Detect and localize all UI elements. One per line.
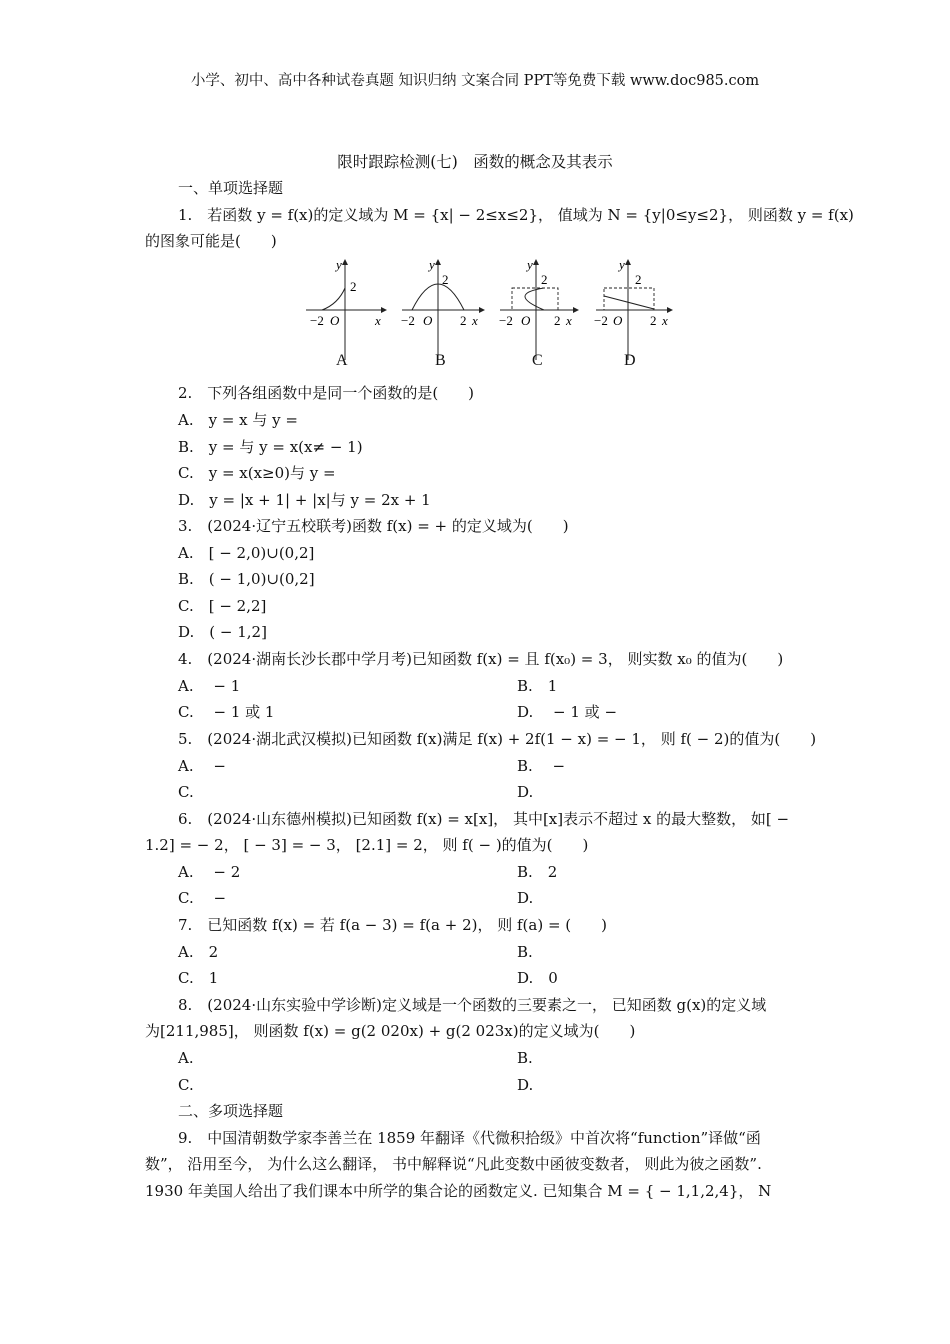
section-heading-single-choice: 一、单项选择题 xyxy=(178,179,284,197)
question-4-option-d: D. − 1 或 − xyxy=(517,703,618,721)
question-3-option-a: A. [ − 2,0)∪(0,2] xyxy=(178,544,315,562)
graph-c xyxy=(499,257,578,360)
svg-text:−2: −2 xyxy=(594,313,608,328)
svg-text:x: x xyxy=(375,313,381,328)
question-1-line-2: 的图象可能是( ) xyxy=(145,232,277,250)
question-5-option-c: C. xyxy=(178,783,194,801)
question-8-option-d: D. xyxy=(517,1076,534,1094)
question-1-line-1: 1. 若函数 y = f(x)的定义域为 M = {x| − 2≤x≤2}， 值域为 N = {y|0≤y≤2}， 则函数 y = f(x) xyxy=(178,206,854,224)
svg-text:O: O xyxy=(521,313,531,328)
question-4-stem: 4. (2024·湖南长沙长郡中学月考)已知函数 f(x) = 且 f(x₀) = 3， 则实数 x₀ 的值为( ) xyxy=(178,650,784,668)
question-4-option-b: B. 1 xyxy=(517,677,558,695)
page-header: 小学、初中、高中各种试卷真题 知识归纳 文案合同 PPT等免费下载 www.doc985.com xyxy=(190,73,760,89)
svg-text:x: x xyxy=(566,313,572,328)
question-6-option-c: C. − xyxy=(178,889,227,907)
question-8-option-c: C. xyxy=(178,1076,194,1094)
graph-label-b: B xyxy=(435,352,446,369)
graph-d xyxy=(594,257,672,360)
question-2-stem: 2. 下列各组函数中是同一个函数的是( ) xyxy=(178,384,475,402)
question-6-option-d: D. xyxy=(517,889,534,907)
svg-text:2: 2 xyxy=(442,272,449,287)
question-3-option-d: D. ( − 1,2] xyxy=(178,623,267,641)
svg-text:O: O xyxy=(423,313,433,328)
svg-text:O: O xyxy=(613,313,623,328)
question-4-option-c: C. − 1 或 1 xyxy=(178,703,275,721)
graph-b xyxy=(401,257,484,360)
question-8-option-b: B. xyxy=(517,1049,533,1067)
question-2-option-a: A. y = x 与 y = xyxy=(178,411,298,429)
question-6-line-2: 1.2] = − 2， [ − 3] = − 3， [2.1] = 2， 则 f( − )的值为( ) xyxy=(145,836,589,854)
svg-text:y: y xyxy=(619,257,625,272)
question-8-line-1: 8. (2024·山东实验中学诊断)定义域是一个函数的三要素之一， 已知函数 g(x)的定义域 xyxy=(178,996,767,1014)
graph-label-a: A xyxy=(336,352,348,369)
svg-text:y: y xyxy=(336,257,342,272)
graph-a xyxy=(306,257,386,360)
question-8-option-a: A. xyxy=(178,1049,194,1067)
svg-text:y: y xyxy=(429,257,435,272)
svg-text:2: 2 xyxy=(650,313,657,328)
svg-text:x: x xyxy=(472,313,478,328)
question-2-option-c: C. y = x(x≥0)与 y = xyxy=(178,464,336,482)
question-2-option-b: B. y = 与 y = x(x≠ − 1) xyxy=(178,438,363,456)
question-6-option-b: B. 2 xyxy=(517,863,558,881)
page-title: 限时跟踪检测(七) 函数的概念及其表示 xyxy=(337,153,613,171)
svg-text:2: 2 xyxy=(541,272,548,287)
svg-text:2: 2 xyxy=(635,272,642,287)
svg-text:2: 2 xyxy=(460,313,467,328)
question-9-line-2: 数”， 沿用至今， 为什么这么翻译， 书中解释说“凡此变数中函彼变数者， 则此为彼之函数”. xyxy=(145,1155,762,1173)
question-4-option-a: A. − 1 xyxy=(178,677,241,695)
question-5-option-a: A. − xyxy=(178,757,226,775)
svg-text:2: 2 xyxy=(350,279,357,294)
section-heading-multiple-choice: 二、多项选择题 xyxy=(178,1102,284,1120)
svg-text:x: x xyxy=(662,313,668,328)
svg-text:−2: −2 xyxy=(499,313,513,328)
question-7-stem: 7. 已知函数 f(x) = 若 f(a − 3) = f(a + 2)， 则 f(a) = ( ) xyxy=(178,916,608,934)
svg-text:−2: −2 xyxy=(310,313,324,328)
graph-label-d: D xyxy=(624,352,636,369)
question-6-option-a: A. − 2 xyxy=(178,863,241,881)
question-5-option-d: D. xyxy=(517,783,534,801)
question-9-line-1: 9. 中国清朝数学家李善兰在 1859 年翻译《代微积拾级》中首次将“function”译做“函 xyxy=(178,1129,761,1147)
question-7-option-d: D. 0 xyxy=(517,969,558,987)
question-3-option-c: C. [ − 2,2] xyxy=(178,597,267,615)
question-7-option-b: B. xyxy=(517,943,533,961)
question-7-option-c: C. 1 xyxy=(178,969,219,987)
svg-text:−2: −2 xyxy=(401,313,415,328)
question-9-line-3: 1930 年美国人给出了我们课本中所学的集合论的函数定义. 已知集合 M = { − 1,1,2,4}， N xyxy=(145,1182,772,1200)
question-6-line-1: 6. (2024·山东德州模拟)已知函数 f(x) = x[x]， 其中[x]表示不超过 x 的最大整数， 如[ − xyxy=(178,810,790,828)
question-3-option-b: B. ( − 1,0)∪(0,2] xyxy=(178,570,315,588)
question-2-option-d: D. y = |x + 1| + |x|与 y = 2x + 1 xyxy=(178,491,431,509)
question-7-option-a: A. 2 xyxy=(178,943,219,961)
svg-text:y: y xyxy=(527,257,533,272)
svg-text:O: O xyxy=(330,313,340,328)
graph-label-c: C xyxy=(532,352,543,369)
question-5-option-b: B. − xyxy=(517,757,566,775)
question-5-stem: 5. (2024·湖北武汉模拟)已知函数 f(x)满足 f(x) + 2f(1 − x) = − 1， 则 f( − 2)的值为( ) xyxy=(178,730,817,748)
question-8-line-2: 为[211,985]， 则函数 f(x) = g(2 020x) + g(2 023x)的定义域为( ) xyxy=(145,1022,636,1040)
svg-text:2: 2 xyxy=(554,313,561,328)
question-3-stem: 3. (2024·辽宁五校联考)函数 f(x) = + 的定义域为( ) xyxy=(178,517,569,535)
